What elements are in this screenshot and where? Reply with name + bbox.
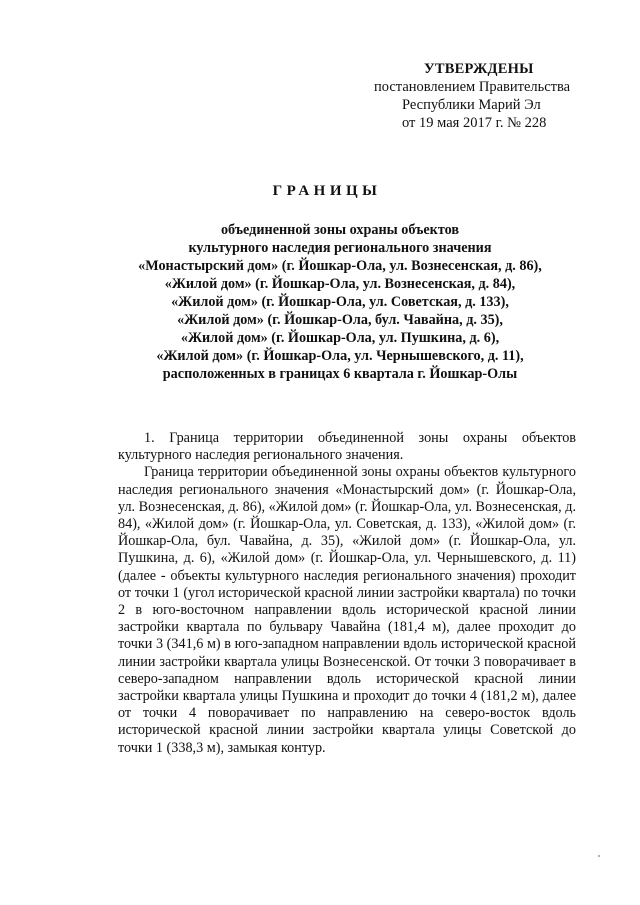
- approval-date-line: [402, 114, 592, 132]
- approval-number-value: 228: [524, 115, 547, 131]
- approval-heading: УТВЕРЖДЕНЫ: [424, 61, 534, 77]
- subtitle-line: культурного наследия регионального значения: [188, 240, 492, 256]
- subtitle-line: объединенной зоны охраны объектов: [220, 222, 460, 238]
- subtitle-line: расположенных в границах 6 квартала г. Йошкар-Олы: [162, 366, 518, 382]
- paragraph-boundary-description: Граница территории объединенной зоны охраны объектов культурного наследия регионального значения «Монастырский дом» (г. Йошкар-Ола, ул. Вознесенская, д. 86), «Жилой дом» (г. Йошкар-Ола, ул. Вознесенская, д. 84), «Жилой дом» (г. Йошкар-Ола, ул. Советская, д. 133), «Жилой дом» (г. Йошкар-Ола, бул. Чавайна, д. 35), «Жилой дом» (г. Йошкар-Ола, ул. Пушкина, д. 6), «Жилой дом» (г. Йошкар-Ола, ул. Чернышевского, д. 11) (далее - объекты культурного наследия регионального значения) проходит от точки 1 (угол исторической красной линии застройки квартала) по точки 2 в юго-восточном направлении вдоль исторической красной линии застройки квартала по бульвару Чавайна (181,4 м), далее проходит до точки 3 (341,6 м) в юго-западном направлении вдоль исторической красной линии застройки квартала улицы Вознесенской. От точки 3 поворачивает в северо-западном направлении вдоль исторической красной линии застройки квартала улицы Пушкина и проходит до точки 4 (181,2 м), далее от точки 4 поворачивает по направлению на северо-восток вдоль исторической красной линии застройки квартала улицы Советской до точки 1 (338,3 м), замыкая контур.: [118, 464, 576, 756]
- subtitle-line: «Монастырский дом» (г. Йошкар-Ола, ул. Вознесенская, д. 86),: [138, 258, 542, 274]
- subtitle-line: «Жилой дом» (г. Йошкар-Ола, ул. Советская, д. 133),: [171, 294, 509, 310]
- document-subtitle: [100, 221, 580, 383]
- document-body: [118, 430, 576, 757]
- subtitle-line: «Жилой дом» (г. Йошкар-Ола, ул. Чернышевского, д. 11),: [156, 348, 524, 364]
- document-title: ГРАНИЦЫ: [272, 183, 382, 199]
- approval-date-label: от: [402, 115, 416, 131]
- approval-line-1: постановлением Правительства: [374, 79, 571, 95]
- paragraph-section-heading: 1. Граница территории объединенной зоны охраны объектов культурного наследия регионального значения.: [118, 430, 576, 464]
- approval-date-value: 19 мая 2017 г.: [419, 115, 504, 131]
- approval-stamp: [362, 60, 592, 132]
- subtitle-line: «Жилой дом» (г. Йошкар-Ола, ул. Вознесенская, д. 84),: [164, 276, 516, 292]
- subtitle-line: «Жилой дом» (г. Йошкар-Ола, бул. Чавайна, д. 35),: [177, 312, 503, 328]
- subtitle-line: «Жилой дом» (г. Йошкар-Ола, ул. Пушкина, д. 6),: [180, 330, 500, 346]
- approval-line-2: Республики Марий Эл: [402, 97, 541, 113]
- scan-speck: [598, 855, 600, 857]
- approval-number-label: №: [507, 115, 521, 131]
